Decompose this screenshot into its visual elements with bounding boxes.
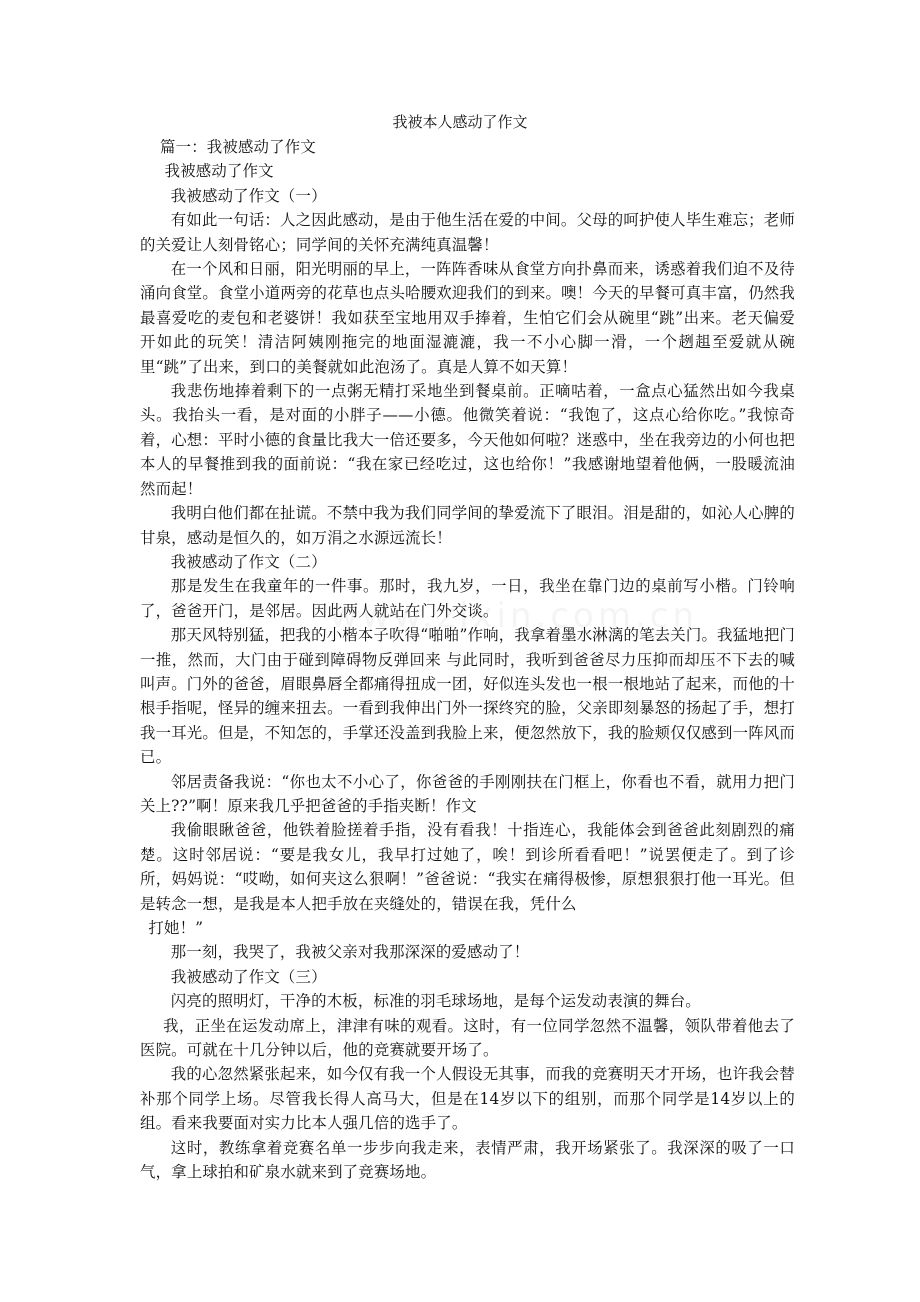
essay-heading-2: 我被感动了作文（二） <box>170 552 327 571</box>
document-body <box>140 135 795 1184</box>
paragraph: 那天风特别猛，把我的小楷本子吹得“啪啪”作响，我拿着墨水淋漓的笔去关门。我猛地把门一推，然而，大门由于碰到障碍物反弹回来 与此同时，我听到爸爸尽力压抑而却压不下去的喊叫声。门外的爸爸，眉眼鼻唇全都痛得扭成一团，好似连头发也一根一根地站了起来，而他的十根手指呢，怪异的缠来扭去。一看到我伸出门外一探终究的脸，父亲即刻暴怒的扬起了手，想打我一耳光。但是，不知怎的，手掌还没盖到我脸上来，便忽然放下，我的脸颊仅仅感到一阵风而已。 <box>140 626 795 767</box>
subheading: 我被感动了作文 <box>164 162 274 181</box>
paragraph: 在一个风和日丽，阳光明丽的早上，一阵阵香味从食堂方向扑鼻而来，诱惑着我们迫不及待涌向食堂。食堂小道两旁的花草也点头哈腰欢迎我们的到来。噢！今天的早餐可真丰富，仍然我最喜爱吃的麦包和老婆饼！我如获至宝地用双手捧着，生怕它们会从碗里“跳”出来。老天偏爱开如此的玩笑！清洁阿姨刚拖完的地面湿漉漉，我一不小心脚一滑，一个趔趄至爱就从碗里“跳”了出来，到口的美餐就如此泡汤了。真是人算不如天算！ <box>140 260 795 376</box>
paragraph: 那一刻，我哭了，我被父亲对我那深深的爱感动了！ <box>170 943 530 962</box>
paragraph: 闪亮的照明灯，干净的木板，标准的羽毛球场地，是每个运发动表演的舞台。 <box>170 992 701 1011</box>
paragraph: 这时，教练拿着竞赛名单一步步向我走来，表情严肃，我开场紧张了。我深深的吸了一口气，拿上球拍和矿泉水就来到了竞赛场地。 <box>140 1138 795 1182</box>
section-heading-1: 篇一：我被感动了作文 <box>160 138 316 156</box>
paragraph: 我，正坐在运发动席上，津津有味的观看。这时，有一位同学忽然不温馨，领队带着他去了医院。可就在十几分钟以后，他的竞赛就要开场了。 <box>140 1016 795 1060</box>
paragraph: 我的心忽然紧张起来，如今仅有我一个人假设无其事，而我的竞赛明天才开场，也许我会替补那个同学上场。尽管我长得人高马大，但是在14岁以下的组别，而那个同学是14岁以上的组。看来我要面对实力比本人强几倍的选手了。 <box>140 1065 795 1133</box>
essay-heading-1: 我被感动了作文（一） <box>170 186 327 205</box>
essay-heading-3: 我被感动了作文（三） <box>170 967 327 986</box>
paragraph: 那是发生在我童年的一件事。那时，我九岁，一日，我坐在靠门边的桌前写小楷。门铃响了，爸爸开门，是邻居。因此两人就站在门外交谈。 <box>140 577 795 620</box>
paragraph-continuation: 打她！” <box>148 919 204 937</box>
paragraph: 有如此一句话：人之因此感动，是由于他生活在爱的中间。父母的呵护使人毕生难忘；老师的关爱让人刻骨铭心；同学间的关怀充满纯真温馨！ <box>140 211 795 254</box>
paragraph: 我悲伤地捧着剩下的一点粥无精打采地坐到餐桌前。正嘀咕着，一盒点心猛然出如今我桌头。我抬头一看，是对面的小胖子——小德。他微笑着说：“我饱了，这点心给你吃。”我惊奇着，心想：平时小德的食量比我大一倍还要多，今天他如何啦？迷惑中，坐在我旁边的小何也把本人的早餐推到我的面前说：“我在家已经吃过，这也给你！”我感谢地望着他俩，一股暖流油然而起！ <box>140 382 795 498</box>
paragraph: 我明白他们都在扯谎。不禁中我为我们同学间的挚爱流下了眼泪。泪是甜的，如沁人心脾的甘泉，感动是恒久的，如万涓之水源远流长！ <box>140 504 795 547</box>
document-title: 我被本人感动了作文 <box>392 113 528 131</box>
paragraph: 我偷眼瞅爸爸，他铁着脸搓着手指，没有看我！十指连心，我能体会到爸爸此刻剧烈的痛楚。这时邻居说：“要是我女儿，我早打过她了，唉！到诊所看看吧！”说罢便走了。到了诊所，妈妈说：“哎呦，如何夹这么狠啊！”爸爸说：“我实在痛得极惨，原想狠狠打他一耳光。但是转念一想，是我是本人把手放在夹缝处的，错误在我，凭什么 <box>140 821 795 913</box>
paragraph: 邻居责备我说：“你也太不小心了，你爸爸的手刚刚扶在门框上，你看也不看，就用力把门关上??”啊！原来我几乎把爸爸的手指夹断！作文 <box>140 772 795 815</box>
